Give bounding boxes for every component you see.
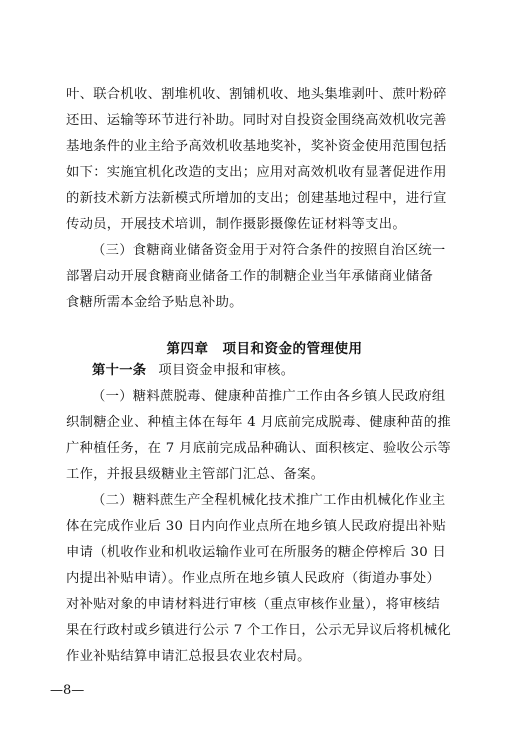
text-line: 工作，并报县级糖业主管部门汇总、备案。 — [66, 467, 325, 482]
text-line: 传动员，开展技术培训，制作摄影摄像佐证材料等支出。 — [66, 217, 406, 232]
text-line: 内提出补贴申请）。作业点所在地乡镇人民政府（街道办事处） — [66, 571, 441, 586]
article-label: 第十一条 — [92, 363, 147, 378]
text-line: 申请（机收作业和机收运输作业可在所服务的糖企停榨后 30 日 — [66, 545, 447, 560]
text-line: 还田、运输等环节进行补助。同时对自投资金围绕高效机收完善 — [66, 113, 447, 128]
text-line: 广种植任务，在 7 月底前完成品种确认、面积核定、验收公示等 — [66, 441, 451, 456]
text-line: 的新技术新方法新模式所增加的支出；创建基地过程中，进行宣 — [66, 191, 447, 206]
text-line: 对补贴对象的申请材料进行审核（重点审核作业量），将审核结 — [66, 597, 441, 612]
text-line: 部署启动开展食糖商业储备工作的制糖企业当年承储商业储备 — [66, 269, 434, 284]
text-line: 如下：实施宜机化改造的支出；应用对高效机收有显著促进作用 — [66, 165, 447, 180]
text-line: 体在完成作业后 30 日内向作业点所在地乡镇人民政府提出补贴 — [66, 519, 447, 534]
text-line: 作业补贴结算申请汇总报县农业农村局。 — [66, 649, 311, 664]
text-line: 叶、联合机收、割堆机收、割铺机收、地头集堆剥叶、蔗叶粉碎 — [66, 87, 447, 102]
text-line: 食糖所需本金给予贴息补助。 — [66, 295, 243, 310]
page-number: —8— — [50, 683, 85, 698]
text-line: （三）食糖商业储备资金用于对符合条件的按照自治区统一 — [92, 243, 446, 258]
text-line: 织制糖企业、种植主体在每年 4 月底前完成脱毒、健康种苗的推 — [66, 415, 451, 430]
chapter-heading: 第四章 项目和资金的管理使用 — [166, 341, 363, 357]
text-line: 果在行政村或乡镇进行公示 7 个工作日，公示无异议后将机械化 — [66, 623, 451, 638]
article-line — [92, 363, 294, 379]
article-text: 项目资金申报和审核。 — [158, 363, 295, 378]
text-line: （二）糖料蔗生产全程机械化技术推广工作由机械化作业主 — [92, 493, 446, 508]
text-line: 基地条件的业主给予高效机收基地奖补，奖补资金使用范围包括 — [66, 139, 447, 154]
text-line: （一）糖料蔗脱毒、健康种苗推广工作由各乡镇人民政府组 — [92, 389, 446, 404]
